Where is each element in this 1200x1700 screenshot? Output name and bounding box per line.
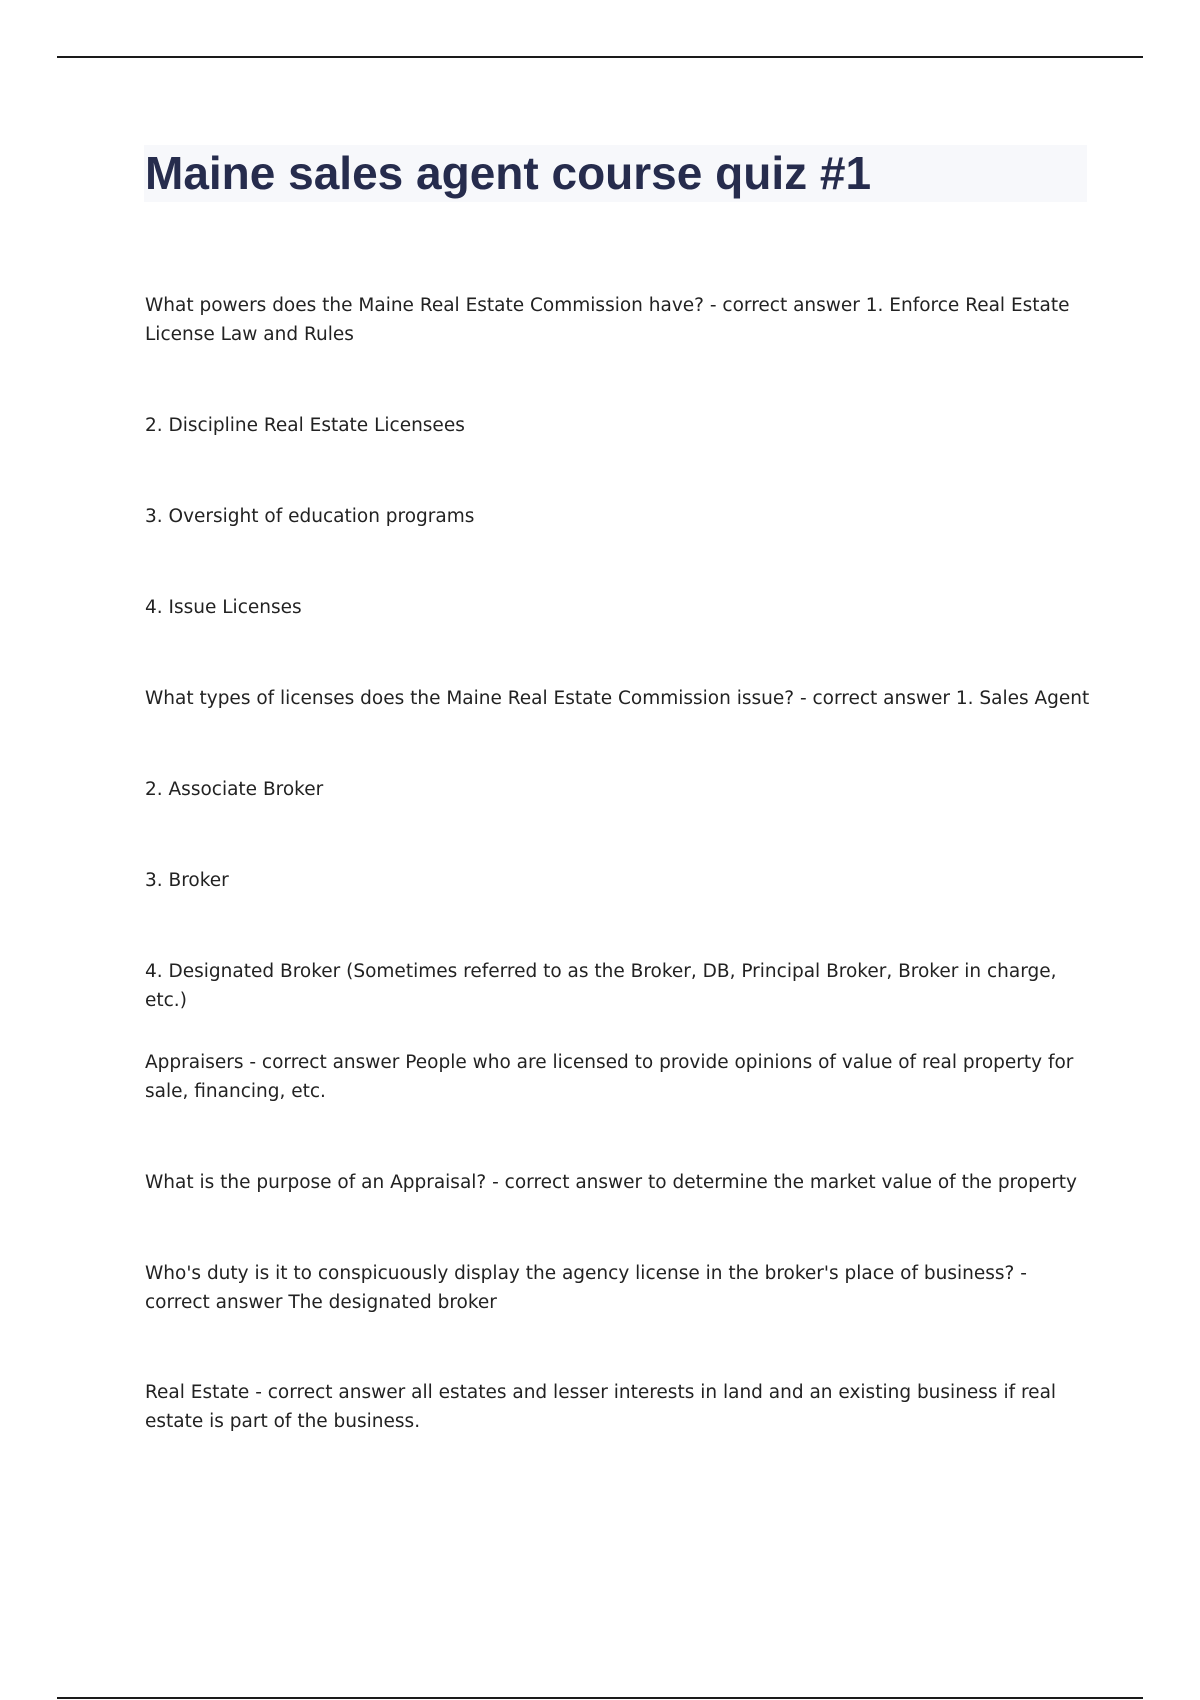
quiz-paragraph: Who's duty is it to conspicuously display the agency license in the broker's place of business? - correct answer The designated broker bbox=[145, 1263, 1027, 1313]
quiz-paragraph: 4. Issue Licenses bbox=[145, 597, 302, 618]
bottom-rule bbox=[57, 1697, 1143, 1699]
quiz-paragraph: Appraisers - correct answer People who are licensed to provide opinions of value of real property for sale, financing, etc. bbox=[145, 1052, 1074, 1102]
quiz-paragraph: What types of licenses does the Maine Real Estate Commission issue? - correct answer 1. Sales Agent bbox=[145, 688, 1090, 709]
quiz-paragraph: What powers does the Maine Real Estate Commission have? - correct answer 1. Enforce Real Estate License Law and Rules bbox=[145, 295, 1070, 345]
top-rule bbox=[57, 56, 1143, 58]
quiz-paragraph: What is the purpose of an Appraisal? - correct answer to determine the market value of the property bbox=[145, 1172, 1078, 1193]
page-title: Maine sales agent course quiz #1 bbox=[145, 147, 872, 199]
quiz-paragraph: Real Estate - correct answer all estates and lesser interests in land and an existing business if real estate is part of the business. bbox=[145, 1382, 1057, 1432]
quiz-paragraph: 2. Discipline Real Estate Licensees bbox=[145, 415, 465, 436]
quiz-paragraph: 3. Oversight of education programs bbox=[145, 506, 475, 527]
quiz-paragraph: 3. Broker bbox=[145, 870, 229, 891]
quiz-paragraph: 2. Associate Broker bbox=[145, 779, 324, 800]
quiz-paragraph: 4. Designated Broker (Sometimes referred to as the Broker, DB, Principal Broker, Broker in charge, etc.) bbox=[145, 961, 1057, 1011]
